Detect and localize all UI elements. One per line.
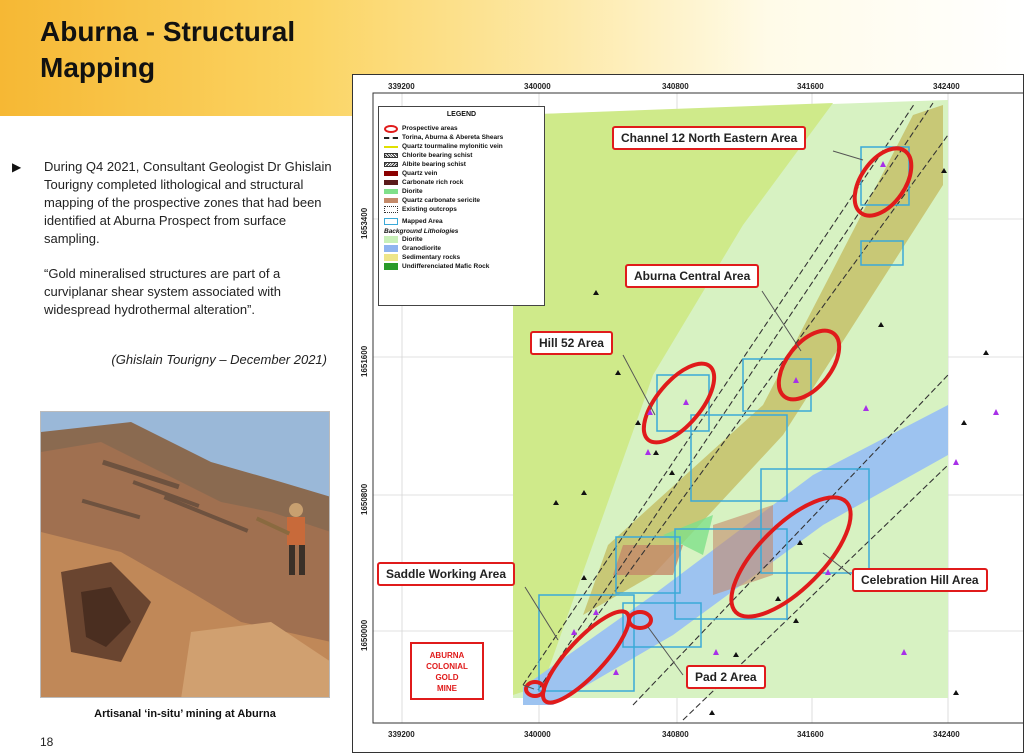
mining-photo	[40, 411, 330, 698]
color-swatch	[384, 180, 398, 185]
photo-caption: Artisanal ‘in-situ’ mining at Aburna	[94, 708, 276, 720]
colonial-gold-mine-label: ABURNA COLONIAL GOLD MINE	[410, 642, 484, 700]
color-swatch	[384, 189, 398, 194]
x-tick-top: 340800	[662, 82, 689, 91]
hatched-box-icon	[384, 162, 398, 167]
color-swatch	[384, 236, 398, 243]
legend-item: Quartz carbonate sericite	[384, 196, 539, 205]
legend-item: Mapped Area	[384, 217, 539, 226]
legend-item: Undifferenciated Mafic Rock	[384, 262, 539, 271]
callout-channel-12: Channel 12 North Eastern Area	[612, 126, 806, 150]
legend-item: Chlorite bearing schist	[384, 151, 539, 160]
color-swatch	[384, 254, 398, 261]
color-swatch	[384, 171, 398, 176]
legend-item: Quartz tourmaline mylonitic vein	[384, 142, 539, 151]
x-tick-bottom: 339200	[388, 730, 415, 739]
legend-item: Albite bearing schist	[384, 160, 539, 169]
bullet-icon: ▶	[12, 160, 22, 174]
quote-text: “Gold mineralised structures are part of a curviplanar shear system associated with widespread hydrothermal alteration”.	[44, 266, 281, 317]
color-swatch	[384, 146, 398, 148]
legend-item: Granodiorite	[384, 244, 539, 253]
color-swatch	[384, 245, 398, 252]
color-swatch	[384, 198, 398, 203]
hatched-box-icon	[384, 153, 398, 158]
y-tick: 1651600	[360, 345, 369, 377]
color-swatch	[384, 263, 398, 270]
legend-item: Prospective areas	[384, 124, 539, 133]
mapped-area-icon	[384, 218, 398, 225]
y-tick: 1650800	[360, 483, 369, 515]
dotted-box-icon	[384, 206, 398, 213]
legend-item: Diorite	[384, 235, 539, 244]
callout-pad-2: Pad 2 Area	[686, 665, 766, 689]
legend-item: Quartz vein	[384, 169, 539, 178]
map-legend	[378, 106, 545, 306]
quote-attribution: (Ghislain Tourigny – December 2021)	[111, 352, 327, 367]
x-tick-bottom: 340000	[524, 730, 551, 739]
legend-item: Carbonate rich rock	[384, 178, 539, 187]
callout-hill-52: Hill 52 Area	[530, 331, 613, 355]
legend-item: Existing outcrops	[384, 205, 539, 214]
legend-subheading: Background Lithologies	[384, 228, 459, 235]
y-tick: 1650000	[360, 619, 369, 651]
callout-saddle-working: Saddle Working Area	[377, 562, 515, 586]
legend-item: Sedimentary rocks	[384, 253, 539, 262]
page-number: 18	[40, 735, 54, 749]
callout-celebration-hill: Celebration Hill Area	[852, 568, 988, 592]
dashed-line-icon	[384, 137, 398, 139]
legend-title: LEGEND	[446, 111, 477, 118]
callout-aburna-central: Aburna Central Area	[625, 264, 759, 288]
x-tick-top: 339200	[388, 82, 415, 91]
x-tick-top: 340000	[524, 82, 551, 91]
x-tick-bottom: 341600	[797, 730, 824, 739]
y-tick: 1653400	[360, 207, 369, 239]
x-tick-top: 341600	[797, 82, 824, 91]
legend-item: Torina, Aburna & Abereta Shears	[384, 133, 539, 142]
bullet-paragraph: During Q4 2021, Consultant Geologist Dr Ghislain Tourigny completed lithological and structural mapping of the prospective zones that had been identified at Aburna Prospect from surface sampling.	[44, 159, 332, 246]
legend-item: Diorite	[384, 187, 539, 196]
red-ellipse-icon	[384, 125, 398, 133]
x-tick-bottom: 342400	[933, 730, 960, 739]
x-tick-top: 342400	[933, 82, 960, 91]
slide-title: Aburna - Structural Mapping	[40, 16, 296, 83]
x-tick-bottom: 340800	[662, 730, 689, 739]
